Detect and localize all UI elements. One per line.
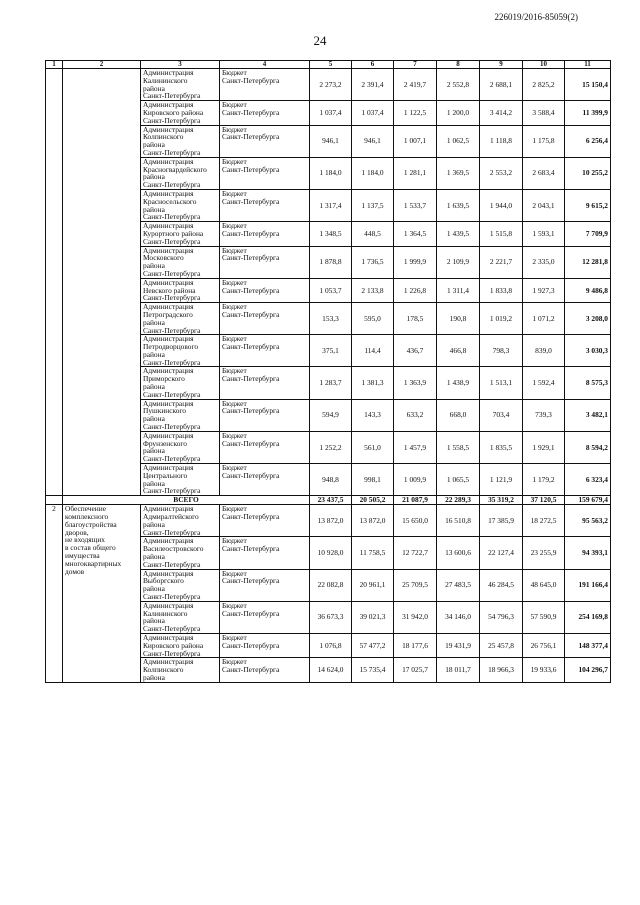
year-value-cell: 633,2 [394,399,437,431]
column-number: 1 [46,61,63,69]
year-value-cell: 1 835,5 [480,431,523,463]
executor-cell: Администрация Адмиралтейского района Санкт-Петербурга [141,505,220,537]
year-value-cell: 1 833,8 [480,278,523,302]
year-value-cell: 1 878,8 [310,246,352,278]
year-value-cell: 1 037,4 [352,101,394,125]
year-value-cell: 998,1 [352,464,394,496]
total-year-value: 22 289,3 [437,496,480,505]
funding-source-cell: Бюджет Санкт-Петербурга [220,431,310,463]
year-value-cell: 1 121,9 [480,464,523,496]
funding-source-cell: Бюджет Санкт-Петербурга [220,464,310,496]
executor-cell: Администрация Калининского района Санкт-Петербурга [141,69,220,101]
funding-source-cell: Бюджет Санкт-Петербурга [220,569,310,601]
executor-cell: Администрация Кировского района Санкт-Петербурга [141,101,220,125]
year-value-cell: 1 122,5 [394,101,437,125]
year-value-cell: 1 311,4 [437,278,480,302]
total-year-value: 20 505,2 [352,496,394,505]
funding-source-cell: Бюджет Санкт-Петербурга [220,633,310,657]
task-cell: Обеспечение комплексного благоустройства дворов, не входящих в состав общего имущества многоквартирных домов [63,505,141,683]
year-value-cell: 2 043,1 [523,189,565,221]
year-value-cell: 57 590,9 [523,601,565,633]
year-value-cell: 1 513,1 [480,367,523,399]
year-value-cell: 1 019,2 [480,303,523,335]
year-value-cell: 39 021,3 [352,601,394,633]
executor-cell: Администрация Московского района Санкт-Петербурга [141,246,220,278]
executor-cell: Администрация Колпинского района [141,658,220,682]
item-number-cell: 2 [46,505,63,683]
year-value-cell: 1 592,4 [523,367,565,399]
row-total-cell: 15 150,4 [565,69,611,101]
funding-source-cell: Бюджет Санкт-Петербурга [220,278,310,302]
row-total-cell: 9 615,2 [565,189,611,221]
page-number: 24 [313,33,327,48]
year-value-cell: 1 558,5 [437,431,480,463]
row-total-cell: 104 296,7 [565,658,611,682]
year-value-cell: 946,1 [352,125,394,157]
year-value-cell: 48 645,0 [523,569,565,601]
row-total-cell: 148 377,4 [565,633,611,657]
year-value-cell: 190,8 [437,303,480,335]
year-value-cell: 10 928,0 [310,537,352,569]
year-value-cell: 1 593,1 [523,222,565,246]
row-total-cell: 3 208,0 [565,303,611,335]
column-number: 3 [141,61,220,69]
row-total-cell: 11 399,9 [565,101,611,125]
row-total-cell: 95 563,2 [565,505,611,537]
year-value-cell: 26 756,1 [523,633,565,657]
year-value-cell: 1 639,5 [437,189,480,221]
executor-cell: Администрация Петродворцового района Санкт-Петербурга [141,335,220,367]
year-value-cell: 1 533,7 [394,189,437,221]
year-value-cell: 2 273,2 [310,69,352,101]
year-value-cell: 946,1 [310,125,352,157]
funding-source-cell: Бюджет Санкт-Петербурга [220,157,310,189]
year-value-cell: 1 184,0 [310,157,352,189]
funding-source-cell: Бюджет Санкт-Петербурга [220,367,310,399]
year-value-cell: 18 011,7 [437,658,480,682]
year-value-cell: 448,5 [352,222,394,246]
year-value-cell: 16 510,8 [437,505,480,537]
year-value-cell: 1 053,7 [310,278,352,302]
funding-source-cell: Бюджет Санкт-Петербурга [220,537,310,569]
total-label: ВСЕГО [63,496,310,505]
year-value-cell: 54 796,3 [480,601,523,633]
item-number-cell [46,69,63,496]
year-value-cell: 18 966,3 [480,658,523,682]
year-value-cell: 3 414,2 [480,101,523,125]
column-number: 2 [63,61,141,69]
year-value-cell: 57 477,2 [352,633,394,657]
year-value-cell: 2 688,1 [480,69,523,101]
executor-cell: Администрация Пушкинского района Санкт-Петербурга [141,399,220,431]
funding-source-cell: Бюджет Санкт-Петербурга [220,658,310,682]
year-value-cell: 1 252,2 [310,431,352,463]
executor-cell: Администрация Петроградского района Санкт-Петербурга [141,303,220,335]
year-value-cell: 739,3 [523,399,565,431]
year-value-cell: 1 007,1 [394,125,437,157]
year-value-cell: 2 109,9 [437,246,480,278]
column-number: 5 [310,61,352,69]
year-value-cell: 20 961,1 [352,569,394,601]
year-value-cell: 1 927,3 [523,278,565,302]
year-value-cell: 1 184,0 [352,157,394,189]
row-total-cell: 3 030,3 [565,335,611,367]
year-value-cell: 31 942,0 [394,601,437,633]
executor-cell: Администрация Красносельского района Санкт-Петербурга [141,189,220,221]
year-value-cell: 17 385,9 [480,505,523,537]
year-value-cell: 2 133,8 [352,278,394,302]
year-value-cell: 1 369,5 [437,157,480,189]
row-total-cell: 12 281,8 [565,246,611,278]
year-value-cell: 1 065,5 [437,464,480,496]
year-value-cell: 1 071,2 [523,303,565,335]
year-value-cell: 23 255,9 [523,537,565,569]
year-value-cell: 2 683,4 [523,157,565,189]
year-value-cell: 2 825,2 [523,69,565,101]
executor-cell: Администрация Невского района Санкт-Петербурга [141,278,220,302]
executor-cell: Администрация Калининского района Санкт-Петербурга [141,601,220,633]
funding-source-cell: Бюджет Санкт-Петербурга [220,69,310,101]
year-value-cell: 143,3 [352,399,394,431]
row-total-cell: 8 575,3 [565,367,611,399]
funding-source-cell: Бюджет Санкт-Петербурга [220,505,310,537]
row-total-cell: 254 169,8 [565,601,611,633]
total-row [46,496,611,505]
funding-source-cell: Бюджет Санкт-Петербурга [220,335,310,367]
year-value-cell: 839,0 [523,335,565,367]
total-year-value: 35 319,2 [480,496,523,505]
year-value-cell: 25 709,5 [394,569,437,601]
executor-cell: Администрация Кировского района Санкт-Петербурга [141,633,220,657]
year-value-cell: 1 944,0 [480,189,523,221]
column-number: 6 [352,61,394,69]
year-value-cell: 1 200,0 [437,101,480,125]
year-value-cell: 1 515,8 [480,222,523,246]
year-value-cell: 1 283,7 [310,367,352,399]
year-value-cell: 1 179,2 [523,464,565,496]
year-value-cell: 17 025,7 [394,658,437,682]
year-value-cell: 1 317,4 [310,189,352,221]
year-value-cell: 1 226,8 [394,278,437,302]
column-number: 11 [565,61,611,69]
year-value-cell: 561,0 [352,431,394,463]
row-total-cell: 191 166,4 [565,569,611,601]
funding-source-cell: Бюджет Санкт-Петербурга [220,303,310,335]
year-value-cell: 1 363,9 [394,367,437,399]
year-value-cell: 375,1 [310,335,352,367]
year-value-cell: 1 999,9 [394,246,437,278]
table-row [46,505,611,537]
row-total-cell: 3 482,1 [565,399,611,431]
funding-source-cell: Бюджет Санкт-Петербурга [220,222,310,246]
total-empty-cell [46,496,63,505]
row-total-cell: 6 323,4 [565,464,611,496]
year-value-cell: 25 457,8 [480,633,523,657]
table-row [46,69,611,101]
year-value-cell: 18 272,5 [523,505,565,537]
funding-source-cell: Бюджет Санкт-Петербурга [220,189,310,221]
year-value-cell: 466,8 [437,335,480,367]
row-total-cell: 10 255,2 [565,157,611,189]
funding-source-cell: Бюджет Санкт-Петербурга [220,246,310,278]
year-value-cell: 948,8 [310,464,352,496]
total-year-value: 21 087,9 [394,496,437,505]
year-value-cell: 13 600,6 [437,537,480,569]
year-value-cell: 15 650,0 [394,505,437,537]
year-value-cell: 18 177,6 [394,633,437,657]
total-year-value: 37 120,5 [523,496,565,505]
year-value-cell: 1 281,1 [394,157,437,189]
row-total-cell: 6 256,4 [565,125,611,157]
year-value-cell: 1 736,5 [352,246,394,278]
executor-cell: Администрация Колпинского района Санкт-Петербурга [141,125,220,157]
year-value-cell: 22 127,4 [480,537,523,569]
year-value-cell: 703,4 [480,399,523,431]
year-value-cell: 2 391,4 [352,69,394,101]
year-value-cell: 11 758,5 [352,537,394,569]
year-value-cell: 1 062,5 [437,125,480,157]
year-value-cell: 1 457,9 [394,431,437,463]
executor-cell: Администрация Фрунзенского района Санкт-Петербурга [141,431,220,463]
executor-cell: Администрация Красногвардейского района Санкт-Петербурга [141,157,220,189]
year-value-cell: 1 381,3 [352,367,394,399]
row-total-cell: 94 393,1 [565,537,611,569]
column-number: 8 [437,61,480,69]
year-value-cell: 153,3 [310,303,352,335]
year-value-cell: 1 009,9 [394,464,437,496]
year-value-cell: 1 364,5 [394,222,437,246]
year-value-cell: 2 419,7 [394,69,437,101]
year-value-cell: 1 137,5 [352,189,394,221]
year-value-cell: 3 588,4 [523,101,565,125]
year-value-cell: 1 037,4 [310,101,352,125]
row-total-cell: 7 709,9 [565,222,611,246]
year-value-cell: 595,0 [352,303,394,335]
grand-total-cell: 159 679,4 [565,496,611,505]
funding-source-cell: Бюджет Санкт-Петербурга [220,601,310,633]
year-value-cell: 1 439,5 [437,222,480,246]
year-value-cell: 36 673,3 [310,601,352,633]
total-year-value: 23 437,5 [310,496,352,505]
executor-cell: Администрация Приморского района Санкт-Петербурга [141,367,220,399]
year-value-cell: 114,4 [352,335,394,367]
funding-source-cell: Бюджет Санкт-Петербурга [220,399,310,431]
year-value-cell: 34 146,0 [437,601,480,633]
executor-cell: Администрация Василеостровского района Санкт-Петербурга [141,537,220,569]
year-value-cell: 14 624,0 [310,658,352,682]
year-value-cell: 1 118,8 [480,125,523,157]
year-value-cell: 27 483,5 [437,569,480,601]
year-value-cell: 46 284,5 [480,569,523,601]
year-value-cell: 1 438,9 [437,367,480,399]
column-number: 9 [480,61,523,69]
column-number-row [46,61,611,69]
document-number: 226019/2016-85059(2) [494,12,578,22]
year-value-cell: 15 735,4 [352,658,394,682]
column-number: 10 [523,61,565,69]
year-value-cell: 19 933,6 [523,658,565,682]
year-value-cell: 12 722,7 [394,537,437,569]
executor-cell: Администрация Центрального района Санкт-Петербурга [141,464,220,496]
year-value-cell: 2 221,7 [480,246,523,278]
year-value-cell: 594,9 [310,399,352,431]
year-value-cell: 13 872,0 [352,505,394,537]
year-value-cell: 1 348,5 [310,222,352,246]
executor-cell: Администрация Выборгского района Санкт-Петербурга [141,569,220,601]
year-value-cell: 1 929,1 [523,431,565,463]
funding-source-cell: Бюджет Санкт-Петербурга [220,125,310,157]
year-value-cell: 2 335,0 [523,246,565,278]
task-cell [63,69,141,496]
year-value-cell: 19 431,9 [437,633,480,657]
year-value-cell: 436,7 [394,335,437,367]
year-value-cell: 1 076,8 [310,633,352,657]
budget-table [45,60,611,683]
year-value-cell: 668,0 [437,399,480,431]
executor-cell: Администрация Курортного района Санкт-Петербурга [141,222,220,246]
year-value-cell: 2 552,8 [437,69,480,101]
year-value-cell: 13 872,0 [310,505,352,537]
year-value-cell: 2 553,2 [480,157,523,189]
year-value-cell: 1 175,8 [523,125,565,157]
funding-source-cell: Бюджет Санкт-Петербурга [220,101,310,125]
row-total-cell: 8 594,2 [565,431,611,463]
year-value-cell: 178,5 [394,303,437,335]
year-value-cell: 798,3 [480,335,523,367]
column-number: 7 [394,61,437,69]
row-total-cell: 9 486,8 [565,278,611,302]
column-number: 4 [220,61,310,69]
year-value-cell: 22 082,8 [310,569,352,601]
